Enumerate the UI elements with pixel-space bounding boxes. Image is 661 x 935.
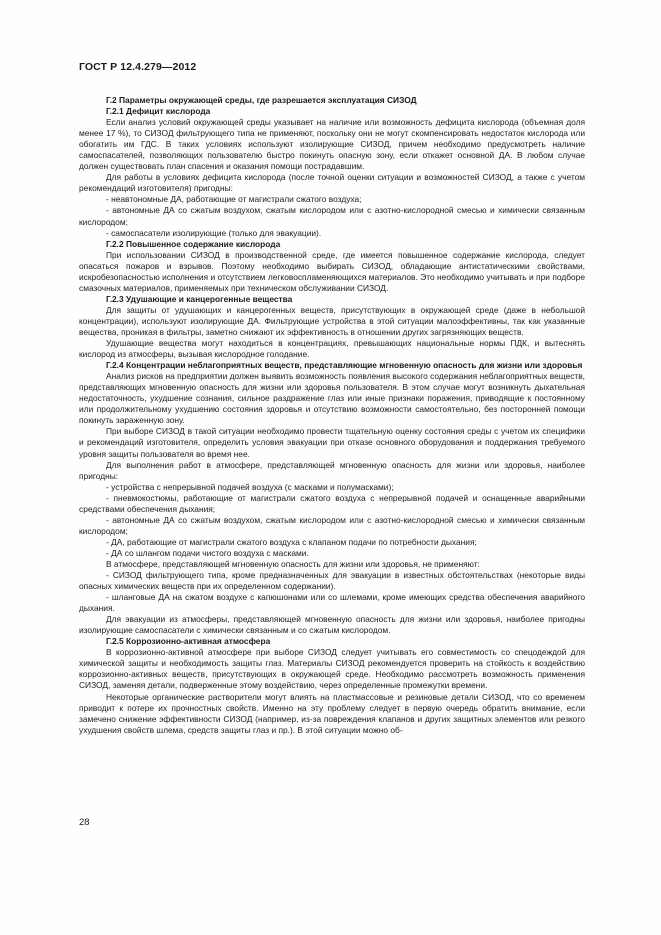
paragraph: Для защиты от удушающих и канцерогенных веществ, присутствующих в окружающей среде (даже в небольшой концентрации), используют изолирующие ДА. Фильтрующие устройства в этой ситуации малоэффективны, так как указанные вещества, проникая в фильтры, заметно снижают их эффективность в отношении других загрязняющих веществ. xyxy=(79,304,585,337)
list-item: - СИЗОД фильтрующего типа, кроме предназначенных для эвакуации в известных обстоятельствах (некоторые виды опасных химических веществ при их определенном содержании). xyxy=(79,570,585,592)
page-number: 28 xyxy=(79,817,90,828)
list-item: - ДА, работающие от магистрали сжатого воздуха с клапаном подачи по потребности дыхания; xyxy=(106,536,477,547)
list-item: - автономные ДА со сжатым воздухом, сжатым кислородом или с азотно-кислородной смесью и химически связанным кислородом; xyxy=(79,205,585,227)
paragraph: Для выполнения работ в атмосфере, представляющей мгновенную опасность для жизни или здоровья, наиболее пригодны: xyxy=(79,459,585,481)
paragraph: При использовании СИЗОД в производственной среде, где имеется повышенное содержание кислорода, следует опасаться пожаров и взрывов. Поэтому необходимо выбирать СИЗОД, обладающие антистатическими свойствами, искробезопасностью исполнения и отсутствием легковоспламеняющихся материалов. Это необходимо учитывать и при подборе смазочных материалов, применяемых при техническом обслуживании СИЗОД. xyxy=(79,249,585,293)
subsection-title: Г.2.3 Удушающие и канцерогенные вещества xyxy=(106,293,293,304)
document-code: ГОСТ Р 12.4.279—2012 xyxy=(79,61,197,73)
list-item: - неавтономные ДА, работающие от магистрали сжатого воздуха; xyxy=(106,194,362,205)
subsection-title: Г.2.5 Коррозионно-активная атмосфера xyxy=(106,636,271,647)
list-item: - устройства с непрерывной подачей воздуха (с масками и полумасками); xyxy=(106,481,394,492)
list-item: - самоспасатели изолирующие (только для эвакуации). xyxy=(106,227,322,238)
paragraph: В атмосфере, представляющей мгновенную опасность для жизни или здоровья, не применяют: xyxy=(106,558,480,569)
paragraph: Удушающие вещества могут находиться в концентрациях, превышающих национальные нормы ПДК, и вытеснять кислород из атмосферы, вызывая кислородное голодание. xyxy=(79,338,585,360)
subsection-title: Г.2.4 Концентрации неблагоприятных веществ, представляющие мгновенную опасность для жизни или здоровья xyxy=(106,360,583,371)
list-item: - ДА со шлангом подачи чистого воздуха с масками. xyxy=(106,547,309,558)
section-title: Г.2 Параметры окружающей среды, где разрешается эксплуатация СИЗОД xyxy=(106,95,417,105)
list-item: - пневмокостюмы, работающие от магистрали сжатого воздуха с непрерывной подачей и оснащенные аварийными средствами обеспечения дыхания; xyxy=(79,492,585,514)
paragraph: В коррозионно-активной атмосфере при выборе СИЗОД следует учитывать его совместимость со спецодеждой для химической защиты и необходимость защиты глаз. Материалы СИЗОД рекомендуется проверить на стойкость к воздействию коррозионно-активных веществ, присутствующих в окружающей среде. Необходимо рассмотреть возможность применения СИЗОД, заменяя детали, подверженные этому воздействию, через определенные промежутки времени. xyxy=(79,647,585,691)
paragraph: Для эвакуации из атмосферы, представляющей мгновенную опасность для жизни или здоровья, наиболее пригодны изолирующие самоспасатели с химически связанным и со сжатым кислородом. xyxy=(79,614,585,636)
paragraph: При выборе СИЗОД в такой ситуации необходимо провести тщательную оценку состояния среды с учетом их специфики и рекомендаций изготовителя, определить условия эвакуации при отказе основного оборудования и поддержания требуемого уровня защиты пользователя во время нее. xyxy=(79,426,585,459)
document-body xyxy=(79,95,585,736)
paragraph: Для работы в условиях дефицита кислорода (после точной оценки ситуации и возможностей СИЗОД, а также с учетом рекомендаций изготовителя) пригодны: xyxy=(79,172,585,194)
paragraph: Некоторые органические растворители могут влиять на пластмассовые и резиновые детали СИЗОД, что со временем приводит к потере их прочностных свойств. Именно на эту проблему следует в первую очередь обратить внимание, если замечено снижение эффективности СИЗОД (например, из-за повреждения клапанов и других защитных элементов или резкого ухудшения свойств шлема, средств защиты глаз и пр.). В этой ситуации можно об- xyxy=(79,691,585,735)
list-item: - шланговые ДА на сжатом воздухе с капюшонами или со шлемами, кроме имеющих средства обеспечения аварийного дыхания. xyxy=(79,592,585,614)
subsection-title: Г.2.1 Дефицит кислорода xyxy=(106,106,211,117)
paragraph: Если анализ условий окружающей среды указывает на наличие или возможность дефицита кислорода (объемная доля менее 17 %), то СИЗОД фильтрующего типа не применяют, поскольку они не могут скомпенсировать недостаток кислорода или обогатить им ГДС. В таких условиях используют изолирующие СИЗОД, причем необходимо предусмотреть наличие самоспасателей, позволяющих пользователю быстро покинуть опасную зону, если откажет основной ДА. В любом случае должен существовать план спасения и оказания помощи пострадавшим. xyxy=(79,117,585,172)
paragraph: Анализ рисков на предприятии должен выявить возможность появления высокого содержания неблагоприятных веществ, представляющих мгновенную опасность для жизни или здоровья пользователя. В этом случае могут возникнуть дыхательная недостаточность, ухудшение сознания, сильное раздражение глаз или иные признаки поражения, приводящие к постоянному или продолжительному ухудшению состояния здоровья и отсутствию возможности самостоятельно, без посторонней помощи покинуть зараженную зону. xyxy=(79,371,585,426)
subsection-title: Г.2.2 Повышенное содержание кислорода xyxy=(106,238,281,249)
list-item: - автономные ДА со сжатым воздухом, сжатым кислородом или с азотно-кислородной смесью и химически связанным кислородом; xyxy=(79,514,585,536)
